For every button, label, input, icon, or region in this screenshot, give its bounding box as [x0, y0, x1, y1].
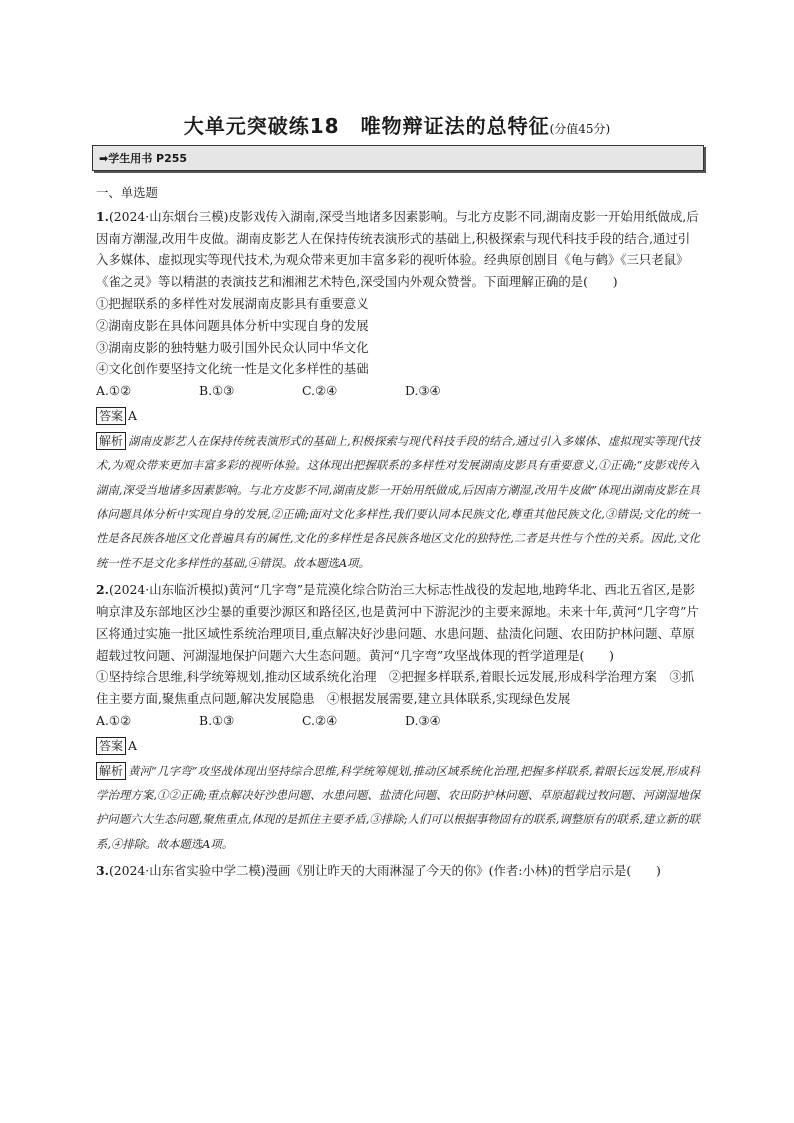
question-2-choices — [96, 710, 700, 732]
student-book-ref-bar — [92, 145, 704, 171]
question-text: (2024·山东省实验中学二模)漫画《别让昨天的大雨淋湿了今天的你》(作者:小林)的哲学启示是( ) — [108, 863, 661, 879]
question-text: (2024·山东烟台三模)皮影戏传入湖南,深受当地诸多因素影响。与北方皮影不同,湖南皮影一开始用纸做成,后因南方潮湿,改用牛皮做。湖南皮影艺人在保持传统表演形式的基础上,积极探索与现代科技手段的结合,通过引入多媒体、虚拟现实等现代技术,为观众带来更加丰富多彩的视听体验。经典原创剧目《龟与鹤》《三只老鼠》《雀之灵》等以精湛的表演技艺和湘湘艺术特色,深受国内外观众赞誉。下面理解正确的是( ) — [96, 208, 699, 290]
choice-d: D.③④ — [405, 383, 441, 399]
question-1-answer — [96, 405, 700, 427]
answer-value: A — [128, 407, 137, 423]
analysis-text: 黄河“几字弯”攻坚战体现出坚持综合思维,科学统筹规划,推动区域系统化治理,把握多样联系,着眼长远发展,形成科学治理方案,①②正确;重点解决好沙患问题、水患问题、盐渍化问题、农田防护林问题、草原超载过牧问题、河湖湿地保护问题六大生态问题,聚焦重点,体现的是抓住主要矛盾,③排除;人们可以根据事物固有的联系,调整原有的联系,建立新的联系,④排除。故本题选A项。 — [96, 763, 700, 851]
choice-c: C.②④ — [302, 383, 338, 399]
student-book-ref: ➡学生用书 P255 — [99, 152, 188, 165]
question-1-option: ①把握联系的多样性对发展湖南皮影具有重要意义 — [96, 295, 369, 311]
answer-tag: 答案 — [96, 407, 126, 425]
section-title: 一、单选题 — [96, 185, 158, 200]
document-body — [96, 182, 700, 882]
page-title — [0, 110, 794, 139]
question-2-options: ①坚持综合思维,科学统筹规划,推动区域系统化治理 ②把握多样联系,着眼长远发展,形成科学治理方案 ③抓住主要方面,聚焦重点问题,解决发展隐患 ④根据发展需要,建立具体联系,实现绿色发展 — [96, 669, 695, 707]
question-1-choices — [96, 380, 700, 402]
question-1-option: ④文化创作要坚持文化统一性是文化多样性的基础 — [96, 361, 369, 377]
analysis-tag: 解析 — [96, 762, 126, 780]
question-number: 3. — [96, 863, 109, 879]
question-2-stem — [96, 579, 700, 666]
question-number: 2. — [96, 582, 109, 598]
answer-tag: 答案 — [96, 737, 126, 755]
question-1-option: ②湖南皮影在具体问题具体分析中实现自身的发展 — [96, 317, 369, 333]
choice-d: D.③④ — [405, 712, 441, 728]
question-1-option: ③湖南皮影的独特魅力吸引国外民众认同中华文化 — [96, 339, 369, 355]
answer-value: A — [128, 737, 137, 753]
question-number: 1. — [96, 208, 109, 224]
title-main: 大单元突破练18 唯物辩证法的总特征 — [183, 114, 550, 138]
choice-b: B.①③ — [199, 712, 235, 728]
question-2-analysis — [96, 759, 700, 857]
analysis-text: 湖南皮影艺人在保持传统表演形式的基础上,积极探索与现代科技手段的结合,通过引入多媒体、虚拟现实等现代技术,为观众带来更加丰富多彩的视听体验。这体现出把握联系的多样性对发展湖南皮影具有重要意义,①正确;“皮影戏传入湖南,深受当地诸多因素影响。与北方皮影不同,湖南皮影一开始用纸做成,后因南方潮湿,改用牛皮做”体现出湖南皮影在具体问题具体分析中实现自身的发展,②正确;面对文化多样性,我们要认同本民族文化,尊重其他民族文化,③错误;文化的统一性是各民族各地区文化普遍具有的属性,文化的多样性是各民族各地区文化的独特性,二者是共性与个性的关系。因此,文化统一性不是文化多样性的基础,④错误。故本题选A项。 — [96, 433, 700, 570]
choice-c: C.②④ — [302, 712, 338, 728]
choice-b: B.①③ — [199, 383, 235, 399]
question-1-analysis — [96, 429, 700, 575]
title-score: (分值45分) — [549, 122, 611, 136]
question-text: (2024·山东临沂模拟)黄河“几字弯”是荒漠化综合防治三大标志性战役的发起地,地跨华北、西北五省区,是影响京津及东部地区沙尘暴的重要沙源区和路径区,也是黄河中下游泥沙的主要来源地。未来十年,黄河“几字弯”片区将通过实施一批区域性系统治理项目,重点解决好沙患问题、水患问题、盐渍化问题、农田防护林问题、草原超载过牧问题、河湖湿地保护问题六大生态问题。黄河“几字弯”攻坚战体现的哲学道理是( ) — [96, 582, 699, 663]
question-2-answer — [96, 735, 700, 757]
choice-a: A.①② — [96, 712, 132, 728]
analysis-tag: 解析 — [96, 432, 126, 450]
choice-a: A.①② — [96, 383, 132, 399]
question-1-stem — [96, 206, 700, 293]
question-3-stem — [96, 860, 700, 882]
